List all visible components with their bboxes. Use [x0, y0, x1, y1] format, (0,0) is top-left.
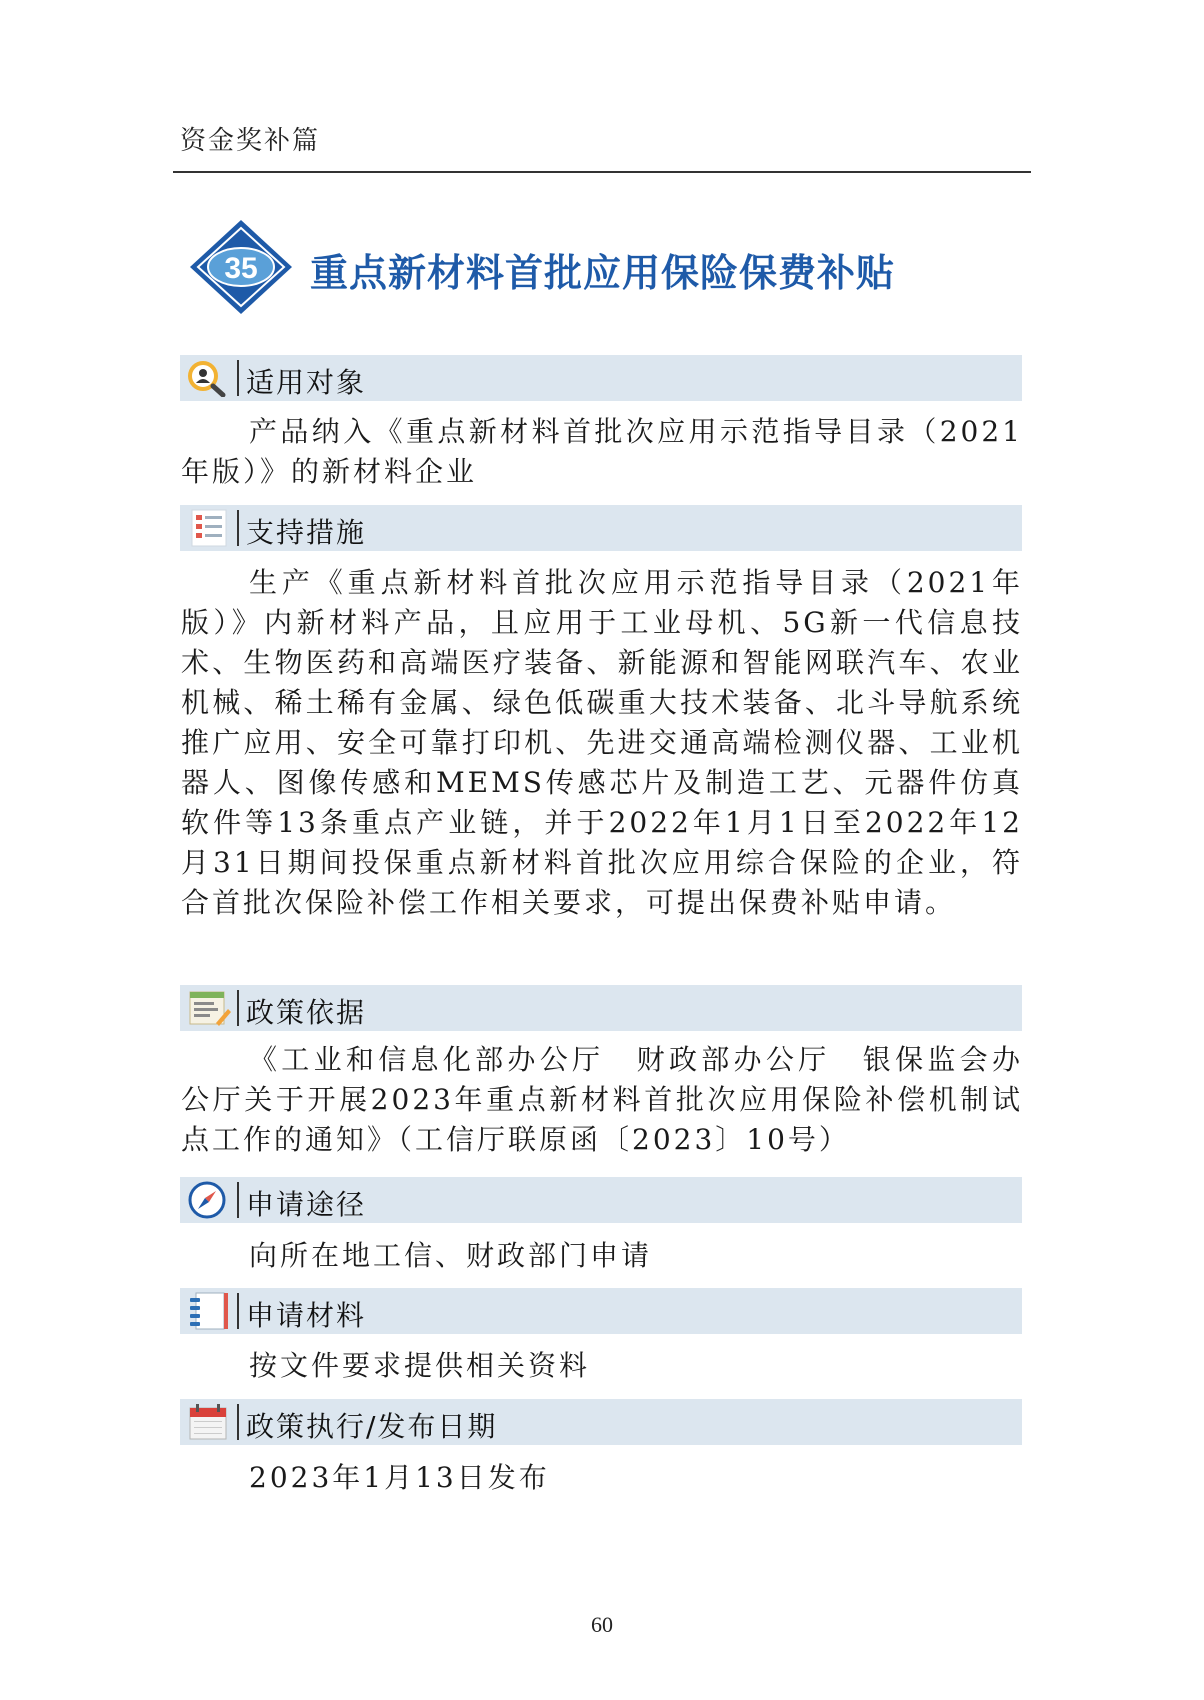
application-channel-text: 向所在地工信、财政部门申请: [249, 1239, 653, 1272]
section-label: 适用对象: [246, 366, 367, 399]
section-header-application-materials: [180, 1288, 1022, 1334]
header-divider: [173, 171, 1031, 173]
section-header-effective-date: [180, 1399, 1022, 1445]
section-label: 支持措施: [246, 516, 367, 549]
chapter-header: 资金奖补篇: [180, 126, 321, 156]
section-label: 政策执行/发布日期: [246, 1410, 498, 1443]
item-number-badge: [188, 218, 294, 316]
person-search-icon: [186, 359, 232, 397]
applicable-targets-text: 产品纳入《重点新材料首批次应用示范指导目录（2021年版）》的新材料企业: [181, 415, 1023, 488]
section-label: 政策依据: [246, 996, 367, 1029]
item-number: 35: [224, 252, 258, 285]
compass-icon: [186, 1181, 232, 1219]
section-divider: [237, 1404, 239, 1440]
application-materials-text: 按文件要求提供相关资料: [249, 1349, 591, 1382]
section-divider: [237, 1293, 239, 1329]
policy-basis-text: 《工业和信息化部办公厅 财政部办公厅 银保监会办公厅关于开展2023年重点新材料首批次应用保险补偿机制试点工作的通知》（工信厅联原函〔2023〕10号）: [181, 1043, 1023, 1156]
section-header-applicable-targets: [180, 355, 1022, 401]
support-measures-text: 生产《重点新材料首批次应用示范指导目录（2021年版）》内新材料产品，且应用于工业母机、5G新一代信息技术、生物医药和高端医疗装备、新能源和智能网联汽车、农业机械、稀土稀有金属、绿色低碳重大技术装备、北斗导航系统推广应用、安全可靠打印机、先进交通高端检测仪器、工业机器人、图像传感和MEMS传感芯片及制造工艺、元器件仿真软件等13条重点产业链，并于2022年1月1日至2022年12月31日期间投保重点新材料首批次应用综合保险的企业，符合首批次保险补偿工作相关要求，可提出保费补贴申请。: [181, 566, 1023, 919]
section-header-support-measures: [180, 505, 1022, 551]
section-divider: [237, 1182, 239, 1218]
notebook-icon: [186, 1292, 232, 1330]
page-title: 重点新材料首批应用保险保费补贴: [310, 250, 896, 295]
section-label: 申请材料: [246, 1299, 367, 1332]
section-divider: [237, 510, 239, 546]
calendar-icon: [186, 1403, 232, 1441]
checklist-icon: [186, 509, 232, 547]
section-header-application-channel: [180, 1177, 1022, 1223]
section-header-policy-basis: [180, 985, 1022, 1031]
document-pencil-icon: [186, 989, 232, 1027]
section-label: 申请途径: [246, 1188, 367, 1221]
effective-date-text: 2023年1月13日发布: [249, 1461, 550, 1494]
section-divider: [237, 990, 239, 1026]
section-divider: [237, 360, 239, 396]
page-number: 60: [591, 1612, 613, 1637]
